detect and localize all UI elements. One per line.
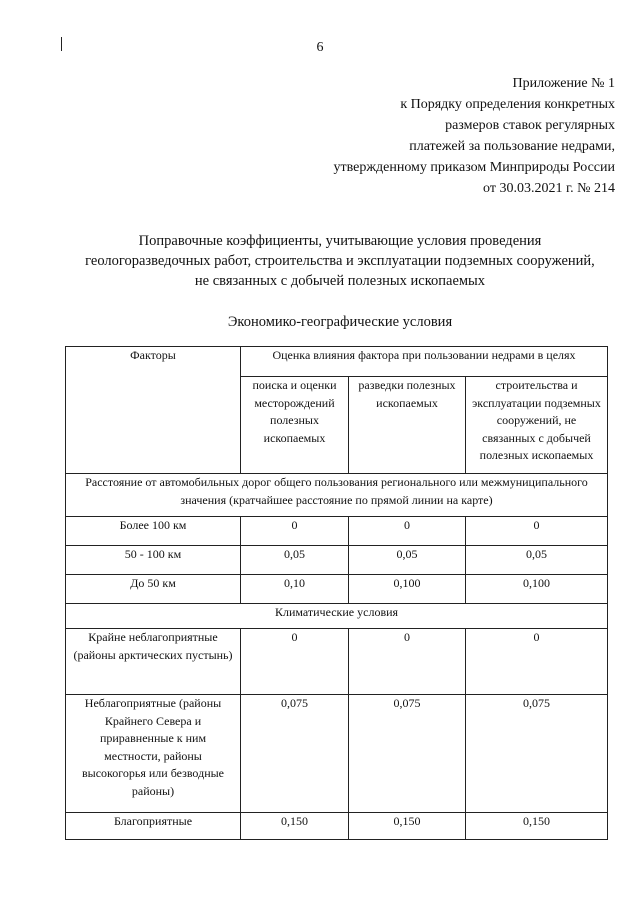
factor-cell: Крайне неблагоприятные (районы арктических пустынь) — [66, 629, 241, 695]
table-row — [66, 575, 608, 604]
value-cell: 0,100 — [349, 575, 466, 604]
value-cell: 0,150 — [466, 813, 608, 840]
value-cell: 0,100 — [466, 575, 608, 604]
appendix-header — [333, 73, 615, 199]
header-factors: Факторы — [66, 347, 241, 474]
appendix-line: утвержденному приказом Минприроды России — [333, 160, 615, 175]
factor-cell: Неблагоприятные (районы Крайнего Севера и приравненные к ним местности, районы высокогорья или безводные районы) — [66, 695, 241, 813]
title-line: Поправочные коэффициенты, учитывающие условия проведения — [138, 233, 542, 249]
factor-cell: До 50 км — [66, 575, 241, 604]
value-cell: 0 — [466, 629, 608, 695]
table-row — [66, 517, 608, 546]
table-header-row — [66, 347, 608, 377]
appendix-line: от 30.03.2021 г. № 214 — [483, 181, 615, 196]
header-exploration: разведки полезных ископаемых — [349, 377, 466, 474]
table-row — [66, 546, 608, 575]
value-cell: 0,05 — [349, 546, 466, 575]
value-cell: 0,10 — [241, 575, 349, 604]
section-climate-label: Климатические условия — [66, 604, 608, 629]
value-cell: 0 — [241, 629, 349, 695]
factor-cell: Более 100 км — [66, 517, 241, 546]
section-row-distance — [66, 474, 608, 517]
header-evaluation: Оценка влияния фактора при пользовании недрами в целях — [241, 347, 608, 377]
value-cell: 0 — [349, 517, 466, 546]
header-construction: строительства и эксплуатации подземных сооружений, не связанных с добычей полезных ископаемых — [466, 377, 608, 474]
value-cell: 0 — [466, 517, 608, 546]
value-cell: 0,150 — [241, 813, 349, 840]
factor-cell: Благоприятные — [66, 813, 241, 840]
table-row — [66, 813, 608, 840]
value-cell: 0 — [349, 629, 466, 695]
value-cell: 0,075 — [466, 695, 608, 813]
table-row — [66, 695, 608, 813]
title-line: геологоразведочных работ, строительства и эксплуатации подземных сооружений, — [85, 253, 595, 269]
value-cell: 0,075 — [349, 695, 466, 813]
appendix-line: размеров ставок регулярных — [445, 118, 615, 133]
coefficients-table — [65, 346, 608, 840]
title-line: не связанных с добычей полезных ископаемых — [194, 273, 486, 289]
header-search: поиска и оценки месторождений полезных ископаемых — [241, 377, 349, 474]
appendix-line: платежей за пользование недрами, — [409, 139, 615, 154]
section-row-climate — [66, 604, 608, 629]
page-number: 6 — [316, 40, 324, 55]
value-cell: 0 — [241, 517, 349, 546]
value-cell: 0,075 — [241, 695, 349, 813]
appendix-line: Приложение № 1 — [512, 76, 615, 91]
section-distance-label: Расстояние от автомобильных дорог общего пользования регионального или межмуниципального значения (кратчайшее расстояние по прямой линии на карте) — [66, 474, 608, 517]
value-cell: 0,150 — [349, 813, 466, 840]
section-subtitle: Экономико-географические условия — [227, 314, 453, 330]
appendix-line: к Порядку определения конкретных — [400, 97, 615, 112]
value-cell: 0,05 — [241, 546, 349, 575]
factor-cell: 50 - 100 км — [66, 546, 241, 575]
value-cell: 0,05 — [466, 546, 608, 575]
document-title — [40, 231, 640, 291]
table-row — [66, 629, 608, 695]
